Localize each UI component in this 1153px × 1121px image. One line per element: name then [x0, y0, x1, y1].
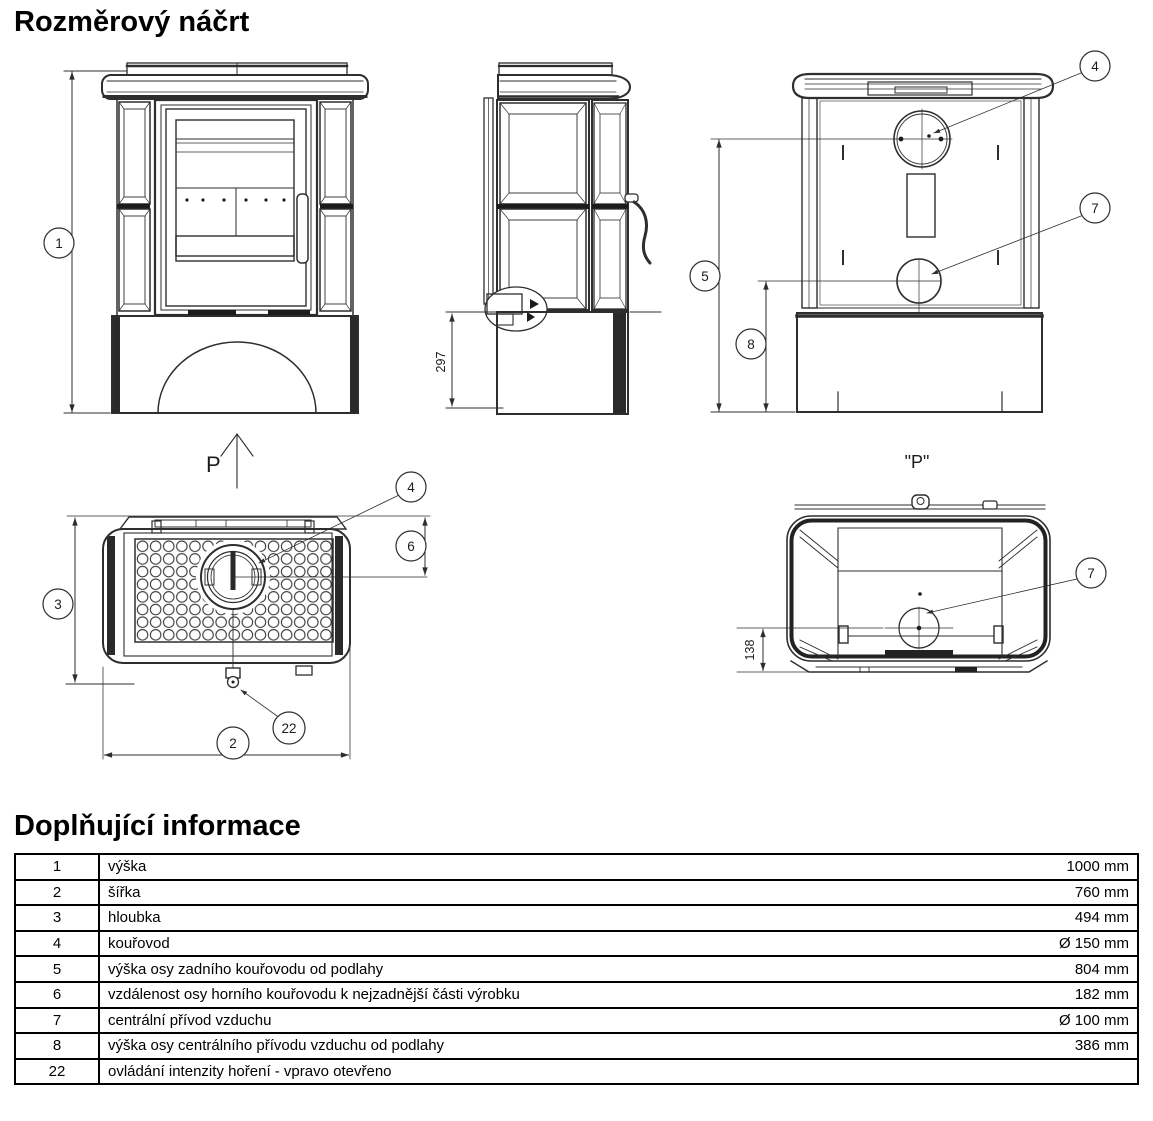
row-number: 6: [15, 982, 99, 1008]
info-table: [14, 853, 1139, 1085]
row-label: vzdálenost osy horního kouřovodu k nejzadnější části výrobku: [99, 982, 951, 1008]
row-value: Ø 150 mm: [951, 931, 1138, 957]
row-label: hloubka: [99, 905, 951, 931]
left-tile-column: [117, 102, 150, 311]
direction-label: P: [206, 452, 221, 477]
view-p-label: "P": [904, 452, 930, 472]
row-value: [951, 1059, 1138, 1085]
dim-138-label: 138: [743, 639, 757, 661]
callout-7-label: 7: [1091, 201, 1099, 216]
table-row: [15, 931, 1138, 957]
front-view: [44, 63, 368, 413]
burn-control-knob: [226, 668, 240, 688]
side-view: [434, 63, 661, 414]
table-row: [15, 880, 1138, 906]
stove-base: [112, 316, 358, 413]
callout-4-label: 4: [1091, 59, 1099, 74]
row-value: 494 mm: [951, 905, 1138, 931]
callout-3-label: 3: [54, 597, 62, 612]
bottom-view: [737, 452, 1106, 673]
side-handle: [634, 202, 650, 263]
table-row: [15, 982, 1138, 1008]
table-row: [15, 854, 1138, 880]
row-number: 2: [15, 880, 99, 906]
table-row: [15, 1033, 1138, 1059]
info-title: Doplňující informace: [14, 810, 301, 842]
callout-6-label: 6: [407, 539, 415, 554]
row-number: 3: [15, 905, 99, 931]
row-number: 4: [15, 931, 99, 957]
stove-door: [155, 100, 317, 315]
row-value: 182 mm: [951, 982, 1138, 1008]
bottom-air-inlet: [885, 607, 953, 649]
central-air-inlet: [897, 259, 941, 312]
side-front-tiles: [497, 100, 589, 310]
row-label: výška osy centrálního přívodu vzduchu od podlahy: [99, 1033, 951, 1059]
callout-7-bottom-label: 7: [1087, 566, 1095, 581]
row-value: Ø 100 mm: [951, 1008, 1138, 1034]
direction-arrow: [221, 434, 253, 488]
table-row: [15, 1008, 1138, 1034]
row-label: šířka: [99, 880, 951, 906]
row-number: 8: [15, 1033, 99, 1059]
door-latch: [912, 495, 929, 509]
row-value: 386 mm: [951, 1033, 1138, 1059]
row-value: 760 mm: [951, 880, 1138, 906]
row-number: 5: [15, 956, 99, 982]
callout-4-top-label: 4: [407, 480, 415, 495]
right-tile-column: [320, 102, 353, 311]
row-number: 7: [15, 1008, 99, 1034]
side-handle-mount: [625, 194, 638, 202]
row-value: 1000 mm: [951, 854, 1138, 880]
row-number: 22: [15, 1059, 99, 1085]
row-label: kouřovod: [99, 931, 951, 957]
side-back-tiles: [592, 100, 628, 310]
row-label: ovládání intenzity hoření - vpravo otevřeno: [99, 1059, 951, 1085]
row-label: výška osy zadního kouřovodu od podlahy: [99, 956, 951, 982]
row-label: centrální přívod vzduchu: [99, 1008, 951, 1034]
table-row: [15, 1059, 1138, 1085]
door-handle: [297, 194, 308, 263]
table-row: [15, 905, 1138, 931]
callout-5-label: 5: [701, 269, 709, 284]
row-label: výška: [99, 854, 951, 880]
back-view: [690, 51, 1110, 412]
top-view: [43, 434, 430, 759]
callout-2-label: 2: [229, 736, 237, 751]
air-control-mechanism: [485, 287, 547, 331]
page-title: Rozměrový náčrt: [14, 6, 250, 38]
callout-22-label: 22: [281, 721, 297, 736]
dim-297-label: 297: [434, 351, 448, 373]
callout-8-label: 8: [747, 337, 755, 352]
table-row: [15, 956, 1138, 982]
flue-outlet: [892, 109, 952, 169]
callout-1-label: 1: [55, 236, 63, 251]
row-value: 804 mm: [951, 956, 1138, 982]
row-number: 1: [15, 854, 99, 880]
